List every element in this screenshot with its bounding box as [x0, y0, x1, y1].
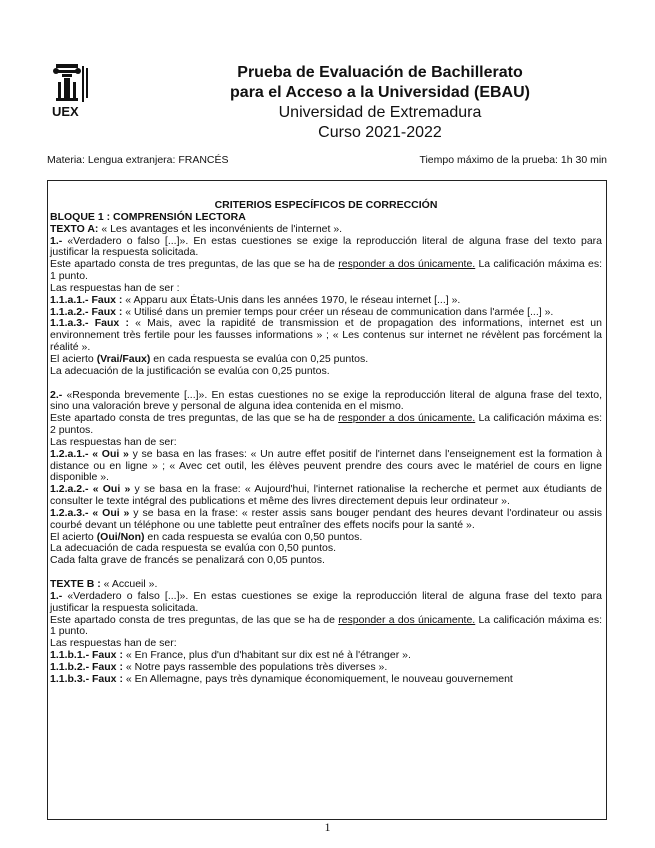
question-instructions: «Responda brevemente [...]». En estas cuestiones no se exige la reproducción literal de alguna frase del texto, sino una valoración breve y personal de alguna idea contenida en el mismo.	[50, 388, 602, 413]
scoring-rule: El acierto	[50, 352, 97, 365]
answer-label: 1.1.a.1.- Faux :	[50, 293, 123, 306]
answer-text: « Notre pays rassemble des populations très diverses ».	[122, 660, 388, 673]
answer-label: 1.2.a.2.- « Oui »	[50, 483, 131, 496]
answer-text: « En Allemagne, pays très dynamique économiquement, le nouveau gouvernement	[122, 672, 513, 685]
university-name: Universidad de Extremadura	[278, 104, 482, 121]
answer-text: « Utilisé dans un premier temps pour créer un réseau de communication dans l'armée [...] ».	[122, 305, 554, 318]
answer-label: 1.1.b.2.- Faux :	[50, 660, 123, 673]
text-a-title: « Les avantages et les inconvénients de l'internet ».	[98, 222, 343, 235]
answer-label: 1.1.a.3.- Faux :	[50, 317, 129, 330]
time-limit: Tiempo máximo de la prueba: 1h 30 min	[419, 154, 607, 166]
answers-intro: Las respuestas han de ser :	[50, 281, 180, 294]
answer-label: 1.1.b.3.- Faux :	[50, 672, 123, 685]
block-title: BLOQUE 1 : COMPRENSIÓN LECTORA	[50, 210, 246, 223]
question-number: 1.-	[50, 234, 63, 247]
criteria-content	[50, 200, 602, 686]
text-a-label: TEXTO A:	[50, 222, 99, 235]
scoring-rule: El acierto	[50, 530, 97, 543]
max-score: La calificación máxima es: 1 punto.	[50, 613, 602, 638]
question-number: 1.-	[50, 589, 63, 602]
answer-text: « Apparu aux États-Unis dans les années 1970, le réseau internet [...] ».	[122, 293, 461, 306]
text-b-title: « Accueil ».	[100, 578, 158, 590]
answer-text: y se basa en las frases: « Un autre effet positif de l'internet dans l'enseignement est la formation à distance ou en ligne » ; « Avec cet outil, les élèves peuvent prendre des cours avec le matériel de cours en ligne disponible ».	[50, 447, 602, 484]
section-rule: Este apartado consta de tres preguntas, de las que se ha de	[50, 613, 339, 626]
max-score: La calificación máxima es: 1 punto.	[50, 258, 602, 283]
scoring-rule: La adecuación de la justificación se evalúa con 0,25 puntos.	[50, 364, 330, 377]
section-rule: Este apartado consta de tres preguntas, de las que se ha de	[50, 412, 339, 425]
course-year: Curso 2021-2022	[318, 124, 442, 141]
scoring-rule-bold: (Oui/Non)	[96, 530, 145, 543]
question-number: 2.-	[50, 388, 63, 401]
title-line-2: para el Acceso a la Universidad (EBAU)	[230, 84, 530, 101]
answer-text: « En France, plus d'un d'habitant sur dix est né à l'étranger ».	[122, 649, 411, 662]
subject-label: Materia: Lengua extranjera: FRANCÉS	[47, 154, 229, 166]
section-heading: CRITERIOS ESPECÍFICOS DE CORRECCIÓN	[214, 199, 438, 211]
page-number: 1	[324, 820, 331, 834]
answer-label: 1.2.a.3.- « Oui »	[50, 506, 130, 519]
penalty-rule: Cada falta grave de francés se penalizará con 0,05 puntos.	[50, 554, 325, 567]
answers-intro: Las respuestas han de ser:	[50, 637, 177, 650]
scoring-rule: en cada respuesta se evalúa con 0,50 puntos.	[144, 530, 363, 543]
scoring-rule: La adecuación de cada respuesta se evalúa con 0,50 puntos.	[50, 542, 337, 555]
answer-label: 1.2.a.1.- « Oui »	[50, 447, 129, 460]
answer-text: « Mais, avec la rapidité de transmission et de propagation des informations, internet est un environnement très fertile pour les fausses informations » ; « Les contenus sur internet ne révèlent pas forcément la réalité ».	[50, 317, 602, 354]
text-b-label: TEXTE B :	[50, 578, 101, 590]
question-instructions: «Verdadero o falso [...]». En estas cuestiones se exige la reproducción literal de alguna frase del texto para justificar la respuesta solicitada.	[50, 234, 602, 259]
answer-text: y se basa en la frase: « rester assis sans bouger pendant des heures devant l'ordinateur ou assis courbé devant un téléphone ou une tablette peut entraîner des effets nocifs pour la santé ».	[50, 506, 602, 531]
section-rule-emphasis: responder a dos únicamente.	[338, 258, 476, 271]
scoring-rule: en cada respuesta se evalúa con 0,25 puntos.	[150, 352, 369, 365]
answer-label: 1.1.b.1.- Faux :	[50, 649, 123, 662]
question-instructions: «Verdadero o falso [...]». En estas cuestiones se exige la reproducción literal de alguna frase del texto para justificar la respuesta solicitada.	[50, 589, 602, 614]
section-rule-emphasis: responder a dos únicamente.	[338, 613, 476, 626]
university-logo	[50, 62, 98, 118]
title-line-1: Prueba de Evaluación de Bachillerato	[237, 64, 523, 81]
logo-text: UEX	[52, 104, 79, 118]
answers-intro: Las respuestas han de ser:	[50, 435, 177, 448]
section-rule-emphasis: responder a dos únicamente.	[338, 412, 476, 425]
section-rule: Este apartado consta de tres preguntas, de las que se ha de	[50, 258, 339, 271]
max-score: La calificación máxima es: 2 puntos.	[50, 412, 602, 437]
answer-text: y se basa en la frase: « Aujourd'hui, l'internet rationalise la recherche et permet aux étudiants de consulter le texte intégral des publications et même des livres directement depuis leur ordinateur ».	[50, 483, 602, 508]
answer-label: 1.1.a.2.- Faux :	[50, 305, 123, 318]
scoring-rule-bold: (Vrai/Faux)	[96, 352, 151, 365]
